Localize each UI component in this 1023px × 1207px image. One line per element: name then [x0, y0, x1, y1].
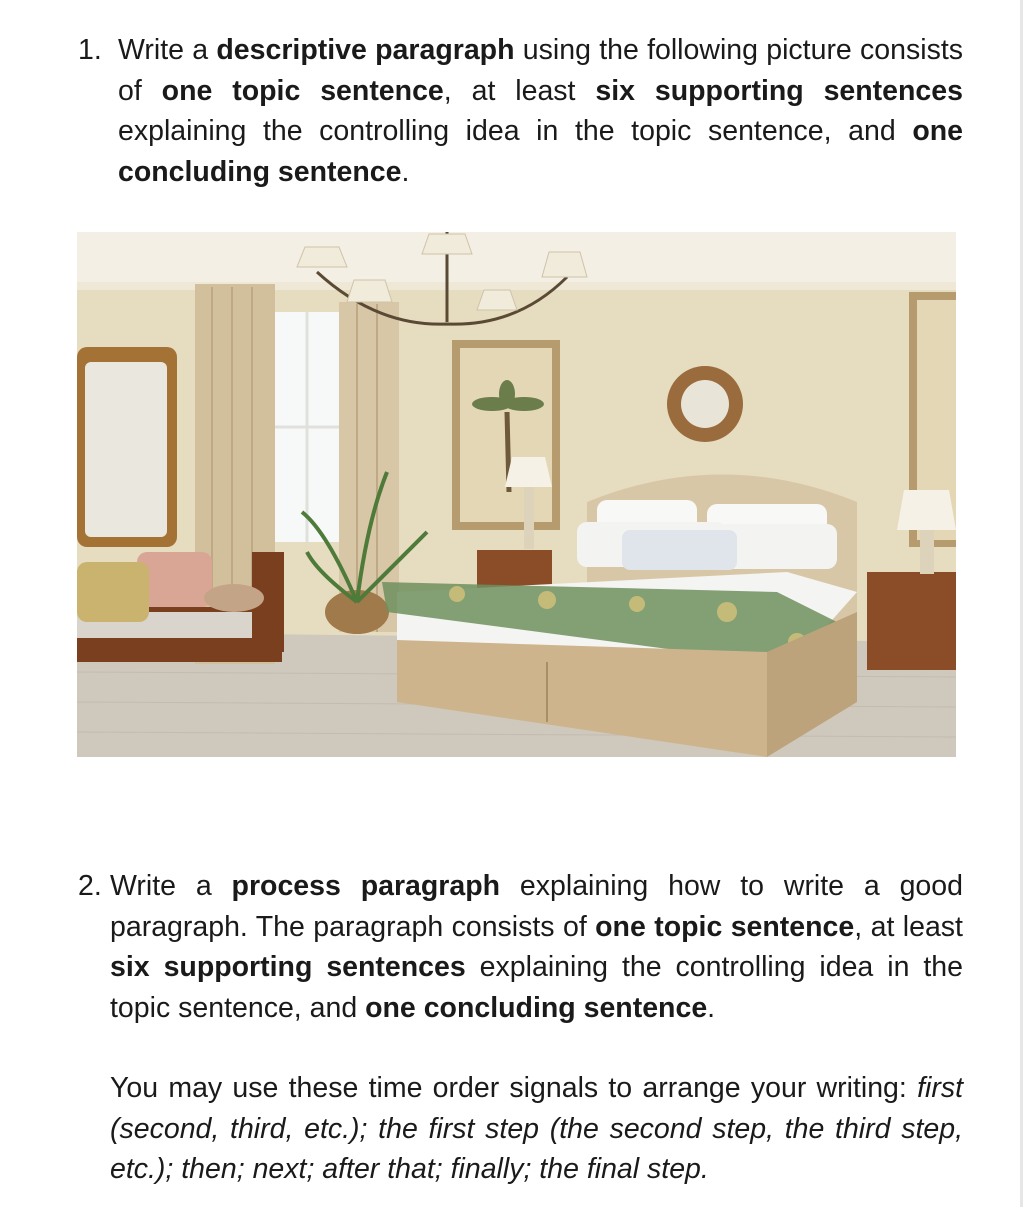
emphasis-process-paragraph: process paragraph: [231, 870, 501, 902]
text-run: , at least: [443, 74, 596, 107]
item-number: 1.: [78, 34, 102, 66]
item-number: 2.: [78, 870, 102, 902]
text-run: explaining how to write a good paragraph. The paragraph consists of: [110, 870, 963, 943]
emphasis-concluding-sentence: one concluding sentence: [118, 115, 963, 188]
signals-list: first (second, third, etc.); the first step (the second step, the third step, etc.); then; next; after that; finally; the final step.: [110, 1072, 963, 1185]
instruction-text: [110, 866, 963, 1190]
emphasis-descriptive-paragraph: descriptive paragraph: [216, 34, 515, 66]
instruction-2: [78, 866, 968, 1186]
emphasis-supporting-sentences: six supporting sentences: [110, 951, 466, 983]
text-run: .: [401, 155, 410, 188]
instruction-1: [78, 30, 968, 200]
emphasis-topic-sentence: one topic sentence: [595, 910, 855, 943]
time-order-signals: [110, 1068, 963, 1190]
emphasis-supporting-sentences: six supporting sentences: [595, 74, 963, 107]
text-run: explaining the controlling idea in the topic sentence, and: [118, 115, 913, 147]
signals-intro: You may use these time order signals to arrange your writing:: [110, 1072, 918, 1104]
emphasis-concluding-sentence: one concluding sentence: [365, 991, 708, 1024]
text-run: , at least: [854, 910, 963, 943]
text-run: Write a: [118, 34, 217, 66]
text-run: Write a: [110, 870, 232, 902]
instruction-main: [110, 866, 963, 1028]
text-run: using the following picture consists of: [118, 34, 964, 107]
instruction-text: [118, 30, 963, 192]
bedroom-photo: [77, 232, 956, 757]
text-run: .: [707, 991, 716, 1024]
text-run: explaining the controlling idea in the topic sentence, and: [110, 951, 963, 1024]
emphasis-topic-sentence: one topic sentence: [161, 74, 444, 107]
